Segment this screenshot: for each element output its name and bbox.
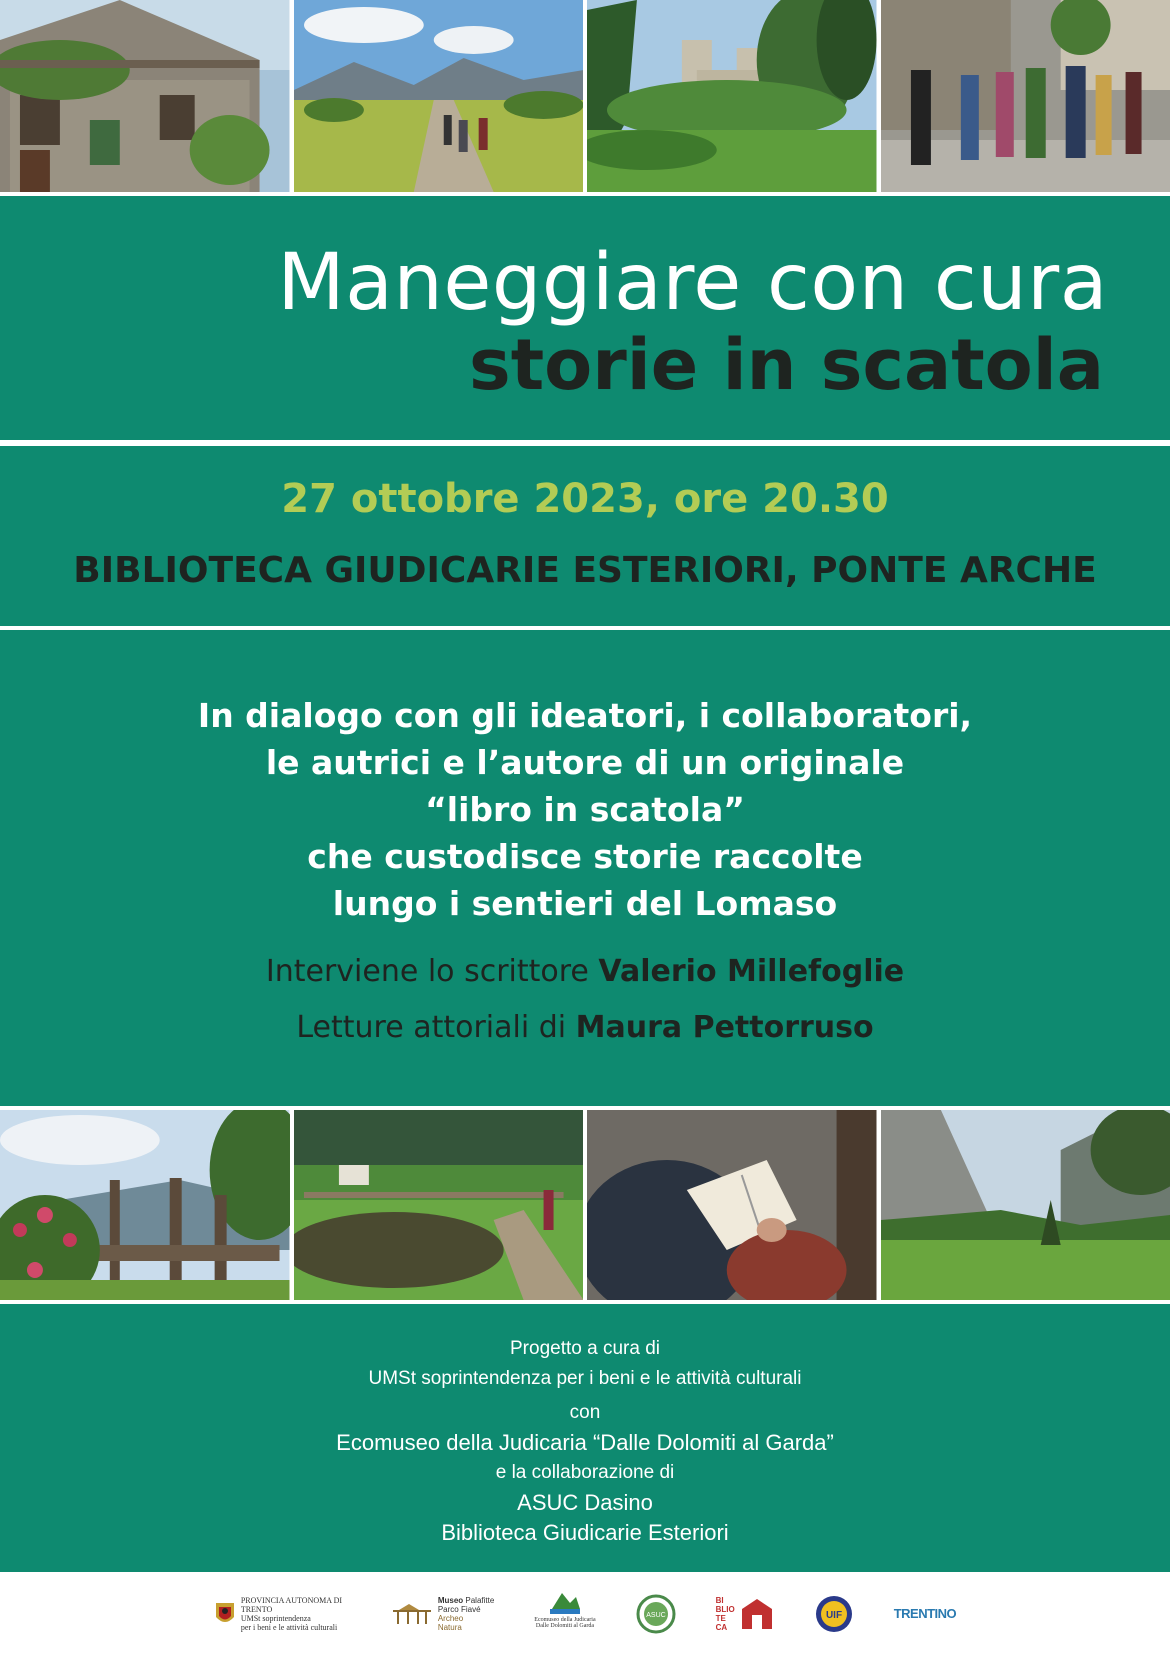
logo-text: Dalle Dolomiti al Garda	[535, 1622, 595, 1629]
speaker-name: Valerio Millefoglie	[598, 954, 905, 989]
photo-meadow-path	[294, 0, 584, 192]
logo-uif	[814, 1589, 854, 1639]
speaker-reader	[0, 1010, 1170, 1045]
logo-text: UMSt soprintendenza	[240, 1613, 311, 1623]
event-venue: BIBLIOTECA GIUDICARIE ESTERIORI, PONTE ARCHE	[73, 550, 1097, 591]
logo-text: Fiavé	[460, 1604, 481, 1614]
photo-fence-roses	[0, 1110, 290, 1300]
logo-text: Natura	[437, 1622, 462, 1632]
logo-asuc	[636, 1589, 676, 1639]
event-band	[0, 446, 1170, 626]
photo-green-valley	[881, 1110, 1170, 1300]
logo-text: Archeo	[437, 1613, 464, 1623]
credits-line: UMSt soprintendenza per i beni e le attività culturali	[368, 1368, 802, 1389]
credits-line: e la collaborazione di	[495, 1462, 675, 1483]
logo-text: TE	[715, 1613, 726, 1623]
credits-line: ASUC Dasino	[517, 1490, 653, 1515]
logo-text: Ecomuseo della Judicaria	[534, 1616, 596, 1623]
credits-line: con	[569, 1402, 601, 1423]
photo-reading-book	[587, 1110, 877, 1300]
description-line: lungo i sentieri del Lomaso	[332, 884, 838, 923]
mountain-lake-icon	[548, 1589, 582, 1615]
palafitte-icon	[391, 1604, 433, 1624]
description	[0, 692, 1170, 927]
speaker-role: Letture attoriali di	[296, 1010, 567, 1045]
speaker-name: Maura Pettorruso	[575, 1010, 874, 1045]
logo-museo-palafitte	[391, 1589, 494, 1639]
eagle-crest-icon	[214, 1599, 236, 1629]
asuc-label: ASUC	[645, 1611, 666, 1619]
title-band	[0, 196, 1170, 440]
credits-line: Ecomuseo della Judicaria “Dalle Dolomiti al Garda”	[336, 1430, 834, 1455]
logo-provincia-trento	[214, 1589, 351, 1639]
photo-castle	[587, 0, 877, 192]
logo-ecomuseo	[534, 1589, 595, 1639]
top-photo-strip	[0, 0, 1170, 192]
subtitle: storie in scatola	[469, 324, 1104, 406]
credits-line: Progetto a cura di	[510, 1338, 660, 1359]
photo-boardwalk-pond	[294, 1110, 584, 1300]
description-line: le autrici e l’autore di un originale	[265, 743, 905, 782]
logo-biblioteca	[716, 1589, 774, 1639]
description-line: “libro in scatola”	[425, 790, 745, 829]
photo-group-walking	[881, 0, 1170, 192]
logo-text: CA	[715, 1622, 728, 1632]
trentino-wordmark: TRENTINO	[893, 1606, 957, 1621]
credits	[0, 1334, 1170, 1548]
bottom-photo-strip	[0, 1110, 1170, 1300]
description-line: che custodisce storie raccolte	[307, 837, 863, 876]
credits-line: Biblioteca Giudicarie Esteriori	[441, 1520, 729, 1545]
logo-text: Palafitte	[465, 1595, 495, 1605]
speaker-role: Interviene lo scrittore	[265, 954, 589, 989]
library-building-icon	[740, 1597, 774, 1631]
uif-badge-icon	[814, 1594, 854, 1634]
main-title: Maneggiare con cura	[277, 238, 1108, 328]
uif-label: UIF	[825, 1609, 842, 1621]
logo-text: Parco	[437, 1604, 459, 1614]
description-line: In dialogo con gli ideatori, i collaboratori,	[197, 696, 973, 735]
logo-text: per i beni e le attività culturali	[240, 1622, 338, 1632]
logo-text: PROVINCIA AUTONOMA DI TRENTO	[240, 1595, 343, 1614]
photo-stone-house	[0, 0, 290, 192]
event-date-time: 27 ottobre 2023, ore 20.30	[281, 476, 889, 522]
logo-text: Museo	[437, 1595, 464, 1605]
speaker-writer	[0, 954, 1170, 989]
logo-trentino	[894, 1589, 956, 1639]
logo-text: BI	[715, 1595, 724, 1605]
asuc-badge-icon	[636, 1594, 676, 1634]
credits-band	[0, 1304, 1170, 1572]
description-band	[0, 630, 1170, 1106]
logo-text: BLIO	[715, 1604, 735, 1614]
partner-logos	[0, 1572, 1170, 1655]
